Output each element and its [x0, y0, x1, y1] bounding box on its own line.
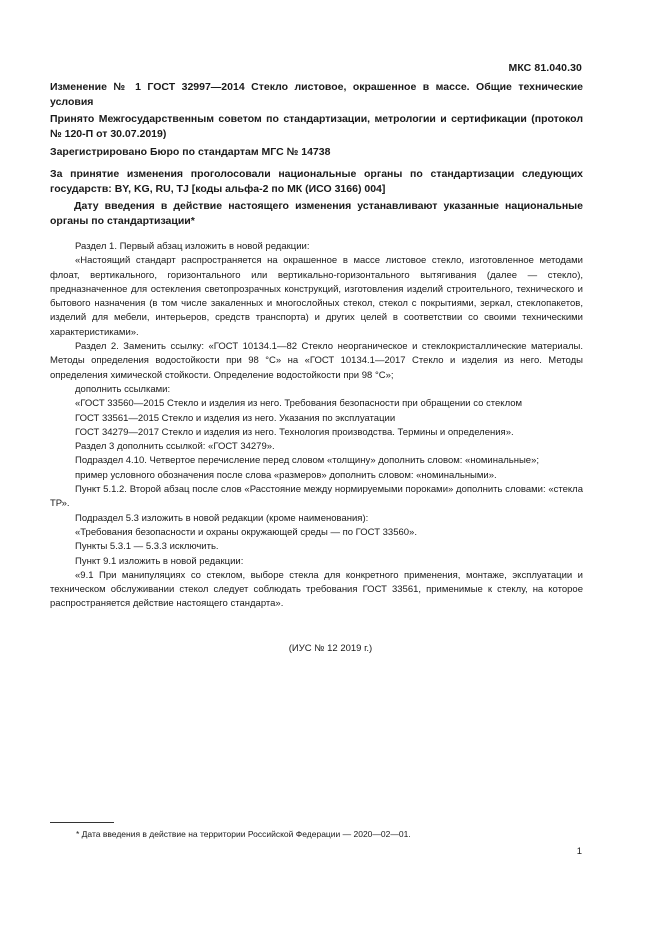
paragraph: «Настоящий стандарт распространяется на окрашенное в массе листовое стекло, изготовленное методами флоат, вертикального, горизонтального или вертикально-горизонтального вытягивания (далее — стекло), предназначенное для остекления светопрозрачных конструкций, изготовления изделий строительного, технического и бытового назначения (в том числе закаленных и многослойных стекол, стекол с покрытиями, зеркал, стеклопакетов, изделий для мебели, интерьеров, средств транспорта) и других целей в соответствии со своими техническими характеристиками». [50, 255, 583, 338]
paragraph: ГОСТ 33561—2015 Стекло и изделия из него. Указания по эксплуатации [75, 412, 396, 424]
paragraph: ГОСТ 34279—2017 Стекло и изделия из него. Технология производства. Термины и определения». [75, 426, 514, 438]
paragraph: Подраздел 4.10. Четвертое перечисление перед словом «толщину» дополнить словом: «номинальные»; [75, 455, 539, 467]
paragraph: «Требования безопасности и охраны окружающей среды — по ГОСТ 33560». [75, 526, 417, 538]
paragraph: Пункт 9.1 изложить в новой редакции: [75, 555, 244, 567]
paragraph: Пункты 5.3.1 — 5.3.3 исключить. [75, 541, 219, 553]
voting-note: За принятие изменения проголосовали национальные органы по стандартизации следующих государств: BY, KG, RU, TJ [коды альфа-2 по МК (ИСО 3166) 004] [50, 168, 583, 195]
effective-date-note: Дату введения в действие настоящего изменения устанавливают указанные национальные органы по стандартизации* [50, 200, 583, 227]
classification-code: МКС 81.040.30 [508, 62, 582, 74]
paragraph: пример условного обозначения после слова «размеров» дополнить словом: «номинальными». [75, 469, 497, 481]
paragraph: Раздел 2. Заменить ссылку: «ГОСТ 10134.1—82 Стекло неорганическое и стеклокристаллические материалы. Методы определения водостойкости при 98 °С» на «ГОСТ 10134.1—2017 Стекло и изделия из него. Методы определения химической стойкости. Определение водостойкости при 98 °С»; [50, 341, 583, 381]
paragraph: Раздел 3 дополнить ссылкой: «ГОСТ 34279». [75, 441, 275, 453]
registration-note: Зарегистрировано Бюро по стандартам МГС № 14738 [50, 146, 331, 158]
paragraph: Пункт 5.1.2. Второй абзац после слов «Расстояние между нормируемыми пороками» дополнить словами: «стекла ТР». [50, 484, 583, 510]
paragraph: «ГОСТ 33560—2015 Стекло и изделия из него. Требования безопасности при обращении со стеклом [75, 398, 523, 410]
footnote-separator [50, 822, 114, 823]
footnote: * Дата введения в действие на территории Российской Федерации — 2020—02—01. [76, 829, 411, 839]
change-body [50, 240, 583, 612]
change-title: Изменение № 1 ГОСТ 32997—2014 Стекло листовое, окрашенное в массе. Общие технические условия [50, 81, 583, 108]
paragraph: Подраздел 5.3 изложить в новой редакции (кроме наименования): [75, 512, 369, 524]
adopted-by: Принято Межгосударственным советом по стандартизации, метрологии и сертификации (протокол № 120-П от 30.07.2019) [50, 113, 583, 140]
paragraph: «9.1 При манипуляциях со стеклом, выборе стекла для конкретного применения, монтаже, эксплуатации и техническом обслуживании стекол следует соблюдать требования ГОСТ 33561, применимые к стеклу, на которое распространяется действие настоящего стандарта». [50, 569, 583, 610]
ius-reference: (ИУС № 12 2019 г.) [288, 643, 373, 654]
paragraph: дополнить ссылками: [75, 383, 171, 395]
paragraph: Раздел 1. Первый абзац изложить в новой редакции: [75, 241, 310, 252]
page-number: 1 [576, 846, 582, 857]
